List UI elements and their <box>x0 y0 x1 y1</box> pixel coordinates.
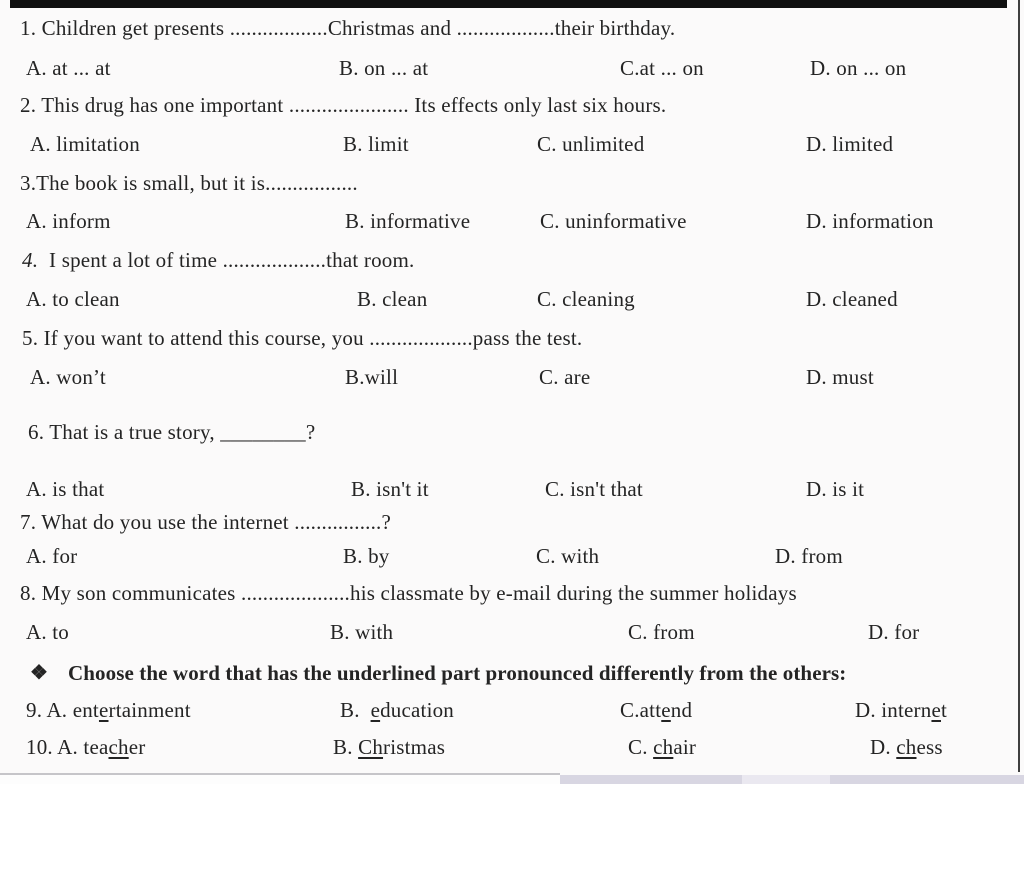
option-10a-underlined: ch <box>108 735 129 759</box>
options-row-1 <box>0 55 1024 85</box>
option-5a: A. won’t <box>30 365 106 389</box>
options-row-2 <box>0 131 1024 161</box>
option-9a-underlined: e <box>98 698 109 722</box>
option-10a <box>26 734 145 761</box>
option-4c: C. cleaning <box>537 287 635 311</box>
option-9b-pre: B. <box>340 698 371 722</box>
option-9a-pre: 9. A. ent <box>26 698 99 722</box>
question-6 <box>28 419 315 446</box>
option-10b-underlined: Ch <box>358 735 384 759</box>
option-10c-pre: C. <box>628 735 654 759</box>
option-5c: C. are <box>539 365 591 389</box>
pronunciation-section-header <box>0 660 1024 690</box>
question-7 <box>20 509 391 536</box>
section-title: Choose the word that has the underlined part pronounced differently from the others: <box>68 661 847 685</box>
option-1c: C.at ... on <box>620 56 704 80</box>
option-8c: C. from <box>628 620 695 644</box>
option-10d-post: ess <box>916 735 943 759</box>
question-4 <box>22 247 414 274</box>
question-5-text: If you want to attend this course, you ...................pass the test. <box>38 326 583 350</box>
option-10d-pre: D. <box>870 735 897 759</box>
question-1-number: 1. <box>20 16 37 40</box>
bottom-lavender-segment-2 <box>830 775 1024 784</box>
option-5b: B.will <box>345 365 399 389</box>
option-9a-post: rtainment <box>108 698 191 722</box>
option-4d: D. cleaned <box>806 287 898 311</box>
diamond-bullet-icon: ❖ <box>30 662 49 684</box>
option-9c-pre: C.att <box>620 698 662 722</box>
option-10c-post: air <box>673 735 697 759</box>
option-2c: C. unlimited <box>537 132 645 156</box>
options-row-5 <box>0 364 1024 394</box>
option-3a: A. inform <box>26 209 111 233</box>
question-8-number: 8. <box>20 581 37 605</box>
option-10b-pre: B. <box>333 735 359 759</box>
option-3b: B. informative <box>345 209 471 233</box>
question-6-text: That is a true story, ________? <box>44 420 316 444</box>
option-9d-post: t <box>940 698 948 722</box>
option-7c: C. with <box>536 544 600 568</box>
option-2d: D. limited <box>806 132 894 156</box>
option-10a-pre: 10. A. tea <box>26 735 109 759</box>
option-10d-underlined: ch <box>896 735 917 759</box>
options-row-6 <box>0 476 1024 506</box>
option-9d <box>855 697 947 724</box>
question-7-text: What do you use the internet ................? <box>36 510 392 534</box>
option-1a: A. at ... at <box>26 56 111 80</box>
question-5 <box>22 325 582 352</box>
option-6a: A. is that <box>26 477 105 501</box>
bottom-lavender-segment-1 <box>560 775 742 784</box>
option-1d: D. on ... on <box>810 56 907 80</box>
option-9d-underlined: e <box>931 698 941 722</box>
option-3d: D. information <box>806 209 934 233</box>
question-9-row <box>0 697 1024 727</box>
option-10c-underlined: ch <box>653 735 674 759</box>
option-9d-pre: D. intern <box>855 698 932 722</box>
options-row-7 <box>0 543 1024 573</box>
option-9c-underlined: e <box>661 698 671 722</box>
option-10b-post: ristmas <box>383 735 446 759</box>
bottom-light-segment <box>742 775 830 784</box>
question-10-row <box>0 734 1024 764</box>
option-2a: A. limitation <box>30 132 140 156</box>
question-7-number: 7. <box>20 510 37 534</box>
option-2b: B. limit <box>343 132 409 156</box>
option-5d: D. must <box>806 365 874 389</box>
option-7d: D. from <box>775 544 843 568</box>
option-10c <box>628 734 696 761</box>
option-3c: C. uninformative <box>540 209 687 233</box>
option-8b: B. with <box>330 620 394 644</box>
option-10d <box>870 734 943 761</box>
options-row-3 <box>0 208 1024 238</box>
option-6b: B. isn't it <box>351 477 429 501</box>
question-2-text: This drug has one important ...................... Its effects only last six hours. <box>36 93 667 117</box>
option-8d: D. for <box>868 620 920 644</box>
option-4b: B. clean <box>357 287 428 311</box>
question-2 <box>20 92 666 119</box>
top-border-bar <box>10 0 1007 8</box>
option-9b-underlined: e <box>370 698 381 722</box>
options-row-8 <box>0 619 1024 649</box>
option-8a: A. to <box>26 620 69 644</box>
option-7b: B. by <box>343 544 390 568</box>
question-2-number: 2. <box>20 93 37 117</box>
options-row-4 <box>0 286 1024 316</box>
question-4-text: I spent a lot of time ...................that room. <box>38 248 415 272</box>
question-8-text: My son communicates ....................his classmate by e-mail during the summer holidays <box>36 581 797 605</box>
option-9c-post: nd <box>670 698 693 722</box>
option-10b <box>333 734 445 761</box>
option-9a <box>26 697 191 724</box>
option-6d: D. is it <box>806 477 865 501</box>
question-4-number: 4. <box>22 248 39 272</box>
question-1-text: Children get presents ..................Christmas and ..................their birthday. <box>36 16 676 40</box>
question-5-number: 5. <box>22 326 39 350</box>
option-9b-post: ducation <box>380 698 455 722</box>
question-3 <box>20 170 358 197</box>
option-9b <box>340 697 454 724</box>
question-3-text: The book is small, but it is................. <box>36 171 358 195</box>
option-4a: A. to clean <box>26 287 120 311</box>
option-1b: B. on ... at <box>339 56 429 80</box>
question-3-number: 3. <box>20 171 37 195</box>
option-10a-post: er <box>128 735 146 759</box>
bottom-white-segment <box>0 773 560 784</box>
bottom-edge-strip <box>0 773 1024 784</box>
question-8 <box>20 580 797 607</box>
option-7a: A. for <box>26 544 78 568</box>
option-6c: C. isn't that <box>545 477 643 501</box>
question-6-number: 6. <box>28 420 45 444</box>
question-1 <box>20 15 675 42</box>
option-9c <box>620 697 692 724</box>
